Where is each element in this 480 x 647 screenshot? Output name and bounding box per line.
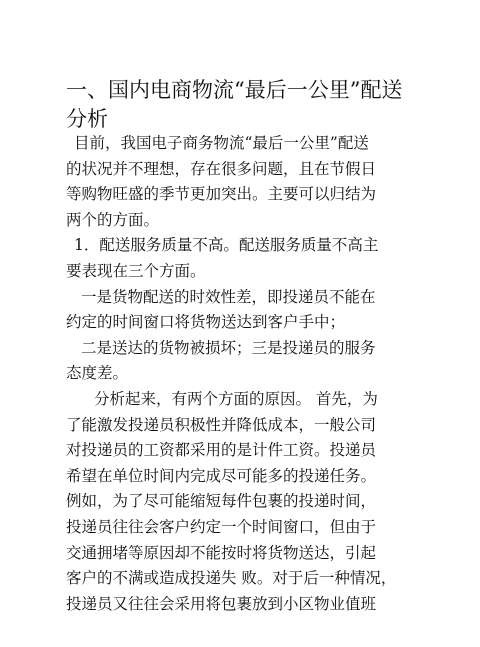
paragraph-aspect-2-3 [66, 336, 416, 387]
text-line: 投递员又往往会采用将包裹放到小区物业值班 [66, 594, 377, 613]
text-line: 交通拥堵等原因却不能按时将货物送达，引起 [66, 543, 377, 562]
body-text [66, 131, 416, 617]
text-line: 客户的不满或造成投递失 败。对于后一种情况， [66, 569, 397, 588]
text-line: 一是货物配送的时效性差，即投递员不能在 [81, 287, 376, 306]
paragraph-analysis [66, 387, 416, 617]
paragraph-aspect-1 [66, 285, 416, 336]
text-line: 目前，我国电子商务物流“最后一公里”配送 [74, 134, 369, 152]
text-line: 的状况并不理想，存在很多问题，且在节假日 [66, 159, 377, 178]
paragraph-intro [66, 131, 416, 233]
text-line: 两个的方面。 [66, 210, 160, 229]
heading-line-2: 分析 [66, 107, 108, 131]
text-line: 希望在单位时间内完成尽可能多的投递任务。 [66, 466, 377, 485]
text-line: 例如，为了尽可能缩短每件包裹的投递时间， [66, 492, 377, 511]
paragraph-point-1 [66, 233, 416, 284]
text-line: 约定的时间窗口将货物送达到客户手中； [66, 313, 346, 332]
text-line: 要表现在三个方面。 [66, 261, 206, 280]
text-line: 等购物旺盛的季节更加突出。主要可以归结为 [66, 185, 377, 204]
text-line: 态度差。 [66, 364, 129, 383]
heading-line-1: 一、国内电商物流“最后一公里”配送 [66, 78, 403, 102]
text-line: 对投递员的工资都采用的是计件工资。投递员 [66, 441, 377, 460]
section-heading [66, 76, 426, 134]
text-line: 投递员往往会客户约定一个时间窗口，但由于 [66, 517, 377, 536]
text-line: 1．配送服务质量不高。配送服务质量不高主 [74, 236, 379, 255]
text-line: 二是送达的货物被损坏；三是投递员的服务 [81, 338, 376, 357]
text-line: 分析起来，有两个方面的原因。 首先，为 [94, 389, 378, 408]
text-line: 了能激发投递员积极性并降低成本，一般公司 [66, 415, 377, 434]
